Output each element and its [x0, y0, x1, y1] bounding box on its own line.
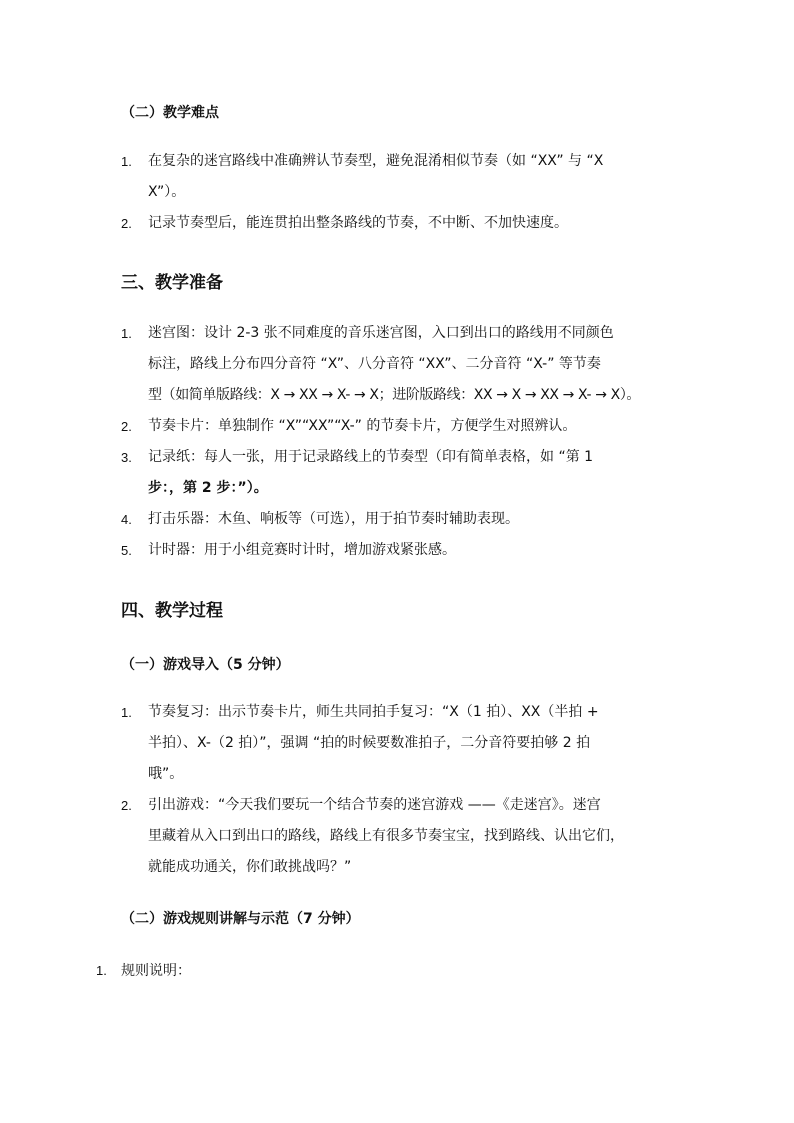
list-text-line: 规则说明：	[121, 963, 191, 979]
list-text-line: 节奏卡片：单独制作 “X”“XX”“X-” 的节奏卡片，方便学生对照辨认。	[148, 418, 577, 434]
difficulty-heading: （二）教学难点	[121, 105, 219, 121]
list-text-line: 记录纸：每人一张，用于记录路线上的节奏型（印有简单表格，如 “第 1	[148, 449, 594, 465]
list-number: 1.	[96, 963, 107, 978]
list-text-line: 标注，路线上分布四分音符 “X”、八分音符 “XX”、二分音符 “X-” 等节奏	[148, 356, 601, 372]
list-number: 2.	[121, 216, 132, 231]
list-item	[121, 208, 711, 239]
list-text-line: 哦”。	[148, 766, 184, 782]
list-text-line: 迷宫图：设计 2-3 张不同难度的音乐迷宫图，入口到出口的路线用不同颜色	[148, 325, 614, 341]
list-number: 2.	[121, 798, 132, 813]
list-number: 5.	[121, 543, 132, 558]
prep-heading: 三、教学准备	[121, 273, 223, 293]
list-item	[121, 504, 711, 535]
process-heading: 四、教学过程	[121, 601, 223, 621]
list-item	[121, 790, 711, 883]
list-number: 2.	[121, 419, 132, 434]
list-item	[121, 411, 711, 442]
list-item	[96, 960, 191, 980]
list-item	[121, 318, 711, 411]
list-text-line: 就能成功通关，你们敢挑战吗？”	[148, 859, 352, 875]
list-text-line: X”）。	[148, 184, 186, 200]
list-item	[121, 442, 711, 504]
list-text-line: 引出游戏：“今天我们要玩一个结合节奏的迷宫游戏 ——《走迷宫》。迷宫	[148, 797, 601, 813]
list-text-line: 步：，第 2 步：”）。	[148, 480, 268, 496]
prep-list	[121, 318, 711, 566]
list-number: 1.	[121, 326, 132, 341]
list-text-line: 打击乐器：木鱼、响板等（可选），用于拍节奏时辅助表现。	[148, 511, 519, 527]
list-number: 1.	[121, 705, 132, 720]
rules-heading: （二）游戏规则讲解与示范（7 分钟）	[121, 911, 360, 927]
list-text-line: 在复杂的迷宫路线中准确辨认节奏型，避免混淆相似节奏（如 “XX” 与 “X	[148, 153, 604, 169]
list-item	[121, 697, 711, 790]
list-number: 1.	[121, 154, 132, 169]
list-text-line: 节奏复习：出示节奏卡片，师生共同拍手复习：“X（1 拍）、XX（半拍 +	[148, 704, 599, 720]
list-number: 3.	[121, 450, 132, 465]
list-text-line: 记录节奏型后，能连贯拍出整条路线的节奏，不中断、不加快速度。	[148, 215, 568, 231]
list-item	[121, 146, 711, 208]
list-number: 4.	[121, 512, 132, 527]
list-text-line: 计时器：用于小组竞赛时计时，增加游戏紧张感。	[148, 542, 456, 558]
list-item	[121, 535, 711, 566]
list-text-line: 里藏着从入口到出口的路线，路线上有很多节奏宝宝，找到路线、认出它们，	[148, 828, 624, 844]
list-text-line: 型（如简单版路线：X → XX → X- → X；进阶版路线：XX → X → XX → X- → X）。	[148, 387, 641, 403]
difficulty-list	[121, 146, 711, 239]
list-text-line: 半拍）、X-（2 拍）”，强调 “拍的时候要数准拍子，二分音符要拍够 2 拍	[148, 735, 591, 751]
intro-list	[121, 697, 711, 883]
intro-heading: （一）游戏导入（5 分钟）	[121, 657, 290, 673]
